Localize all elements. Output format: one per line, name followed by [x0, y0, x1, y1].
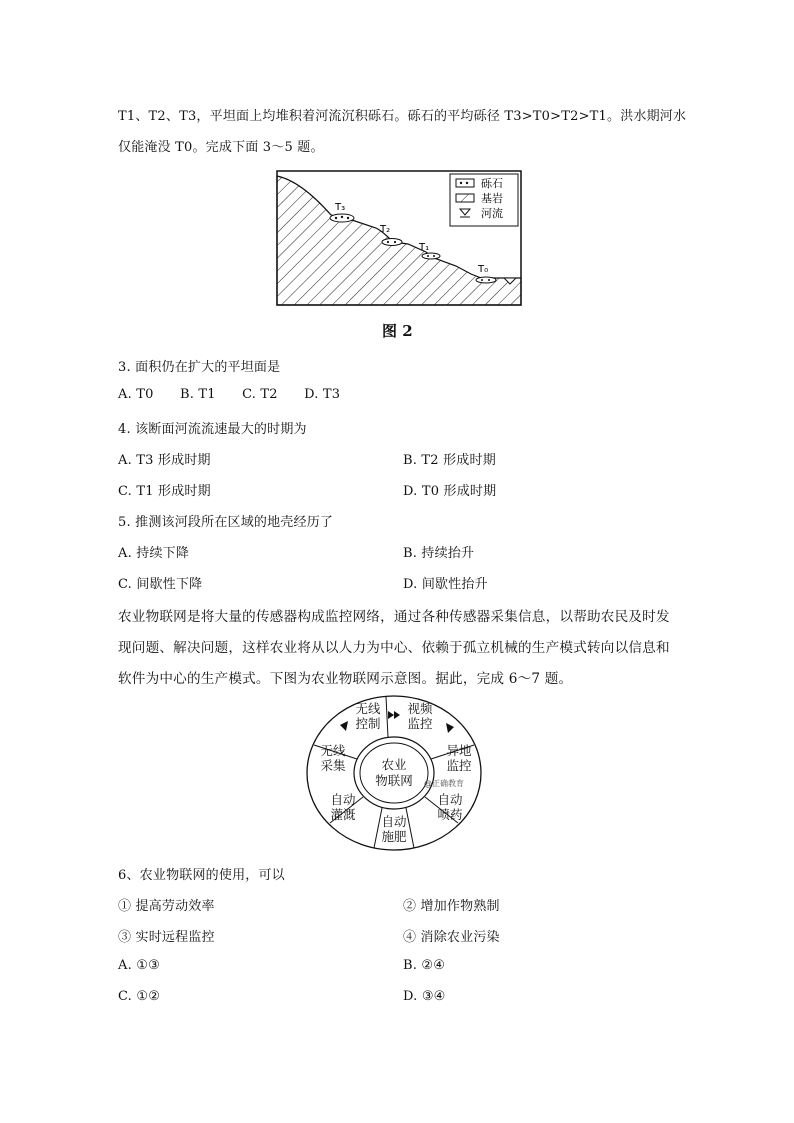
- intro-line-1: T1、T2、T3，平坦面上均堆积着河流沉积砾石。砾石的平均砾径 T3>T0>T2>T1。洪水期河水: [118, 109, 687, 124]
- segment-0-line1: 无线: [355, 701, 381, 716]
- figure-2-caption: 图 2: [382, 322, 413, 340]
- agri-iot-diagram: [304, 693, 484, 857]
- q4-option-a: A. T3 形成时期: [118, 453, 211, 468]
- passage2-line-1: 农业物联网是将大量的传感器构成监控网络，通过各种传感器采集信息，以帮助农民及时发: [118, 609, 670, 625]
- legend-bedrock-label: 基岩: [481, 192, 503, 205]
- q5-option-c: C. 间歇性下降: [118, 577, 203, 592]
- gravel-t0: [476, 277, 496, 283]
- q4-option-d: D. T0 形成时期: [403, 484, 497, 499]
- q4-stem: 4. 该断面河流流速最大的时期为: [118, 422, 307, 437]
- segment-6-line1: 无线: [320, 743, 346, 758]
- center-line-2: 物联网: [375, 773, 413, 788]
- segment-4-line1: 自动: [381, 814, 407, 829]
- segment-1-line1: 视频: [407, 701, 433, 716]
- q6-item-1: ① 提高劳动效率: [118, 899, 215, 914]
- terrace-profile-diagram: [276, 170, 522, 306]
- segment-0-line2: 控制: [355, 716, 381, 731]
- gravel-t1: [422, 253, 440, 259]
- segment-1-line2: 监控: [407, 716, 433, 731]
- q6-stem: 6、农业物联网的使用，可以: [118, 868, 285, 883]
- segment-5-line2: 灌溉: [330, 807, 356, 822]
- q6-option-c: C. ①②: [118, 989, 161, 1004]
- q4-option-b: B. T2 形成时期: [403, 453, 496, 468]
- q3-stem: 3. 面积仍在扩大的平坦面是: [118, 360, 281, 375]
- q5-stem: 5. 推测该河段所在区域的地壳经历了: [118, 515, 334, 530]
- q5-option-a: A. 持续下降: [118, 546, 190, 561]
- center-line-1: 农业: [381, 757, 407, 772]
- legend-gravel-icon: [456, 179, 474, 187]
- q3-option-a: A. T0: [118, 387, 154, 402]
- q5-option-b: B. 持续抬升: [403, 546, 475, 561]
- label-t2: T₂: [380, 224, 391, 235]
- label-t1: T₁: [419, 242, 430, 253]
- q3-options: [118, 387, 340, 402]
- q6-item-2: ② 增加作物熟制: [403, 899, 500, 914]
- segment-6-line2: 采集: [320, 758, 346, 773]
- legend-gravel-label: 砾石: [481, 177, 503, 190]
- segment-4-line2: 施肥: [381, 829, 407, 844]
- segment-3-line2: 喷药: [437, 807, 463, 822]
- label-t3: T₃: [335, 202, 346, 213]
- legend-bedrock-icon: [456, 194, 474, 202]
- segment-5-line1: 自动: [330, 792, 356, 807]
- passage2-line-3: 软件为中心的生产模式。下图为农业物联网示意图。据此，完成 6～7 题。: [118, 671, 573, 687]
- q3-option-b: B. T1: [179, 387, 216, 402]
- q6-option-b: B. ②④: [403, 958, 446, 973]
- q3-option-d: D. T3: [304, 387, 341, 402]
- legend-river-label: 河流: [481, 207, 503, 220]
- q5-option-d: D. 间歇性抬升: [403, 577, 488, 592]
- q4-option-c: C. T1 形成时期: [118, 484, 211, 499]
- q3-option-c: C. T2: [242, 387, 278, 402]
- q6-item-3: ③ 实时远程监控: [118, 930, 215, 945]
- label-t0: T₀: [478, 264, 489, 275]
- passage2-line-2: 现问题、解决问题，这样农业将从以人力为中心、依赖于孤立机械的生产模式转向以信息和: [118, 640, 670, 656]
- q6-item-4: ④ 消除农业污染: [403, 930, 500, 945]
- gravel-t2: [382, 239, 402, 246]
- segment-2-line2: 监控: [446, 758, 472, 773]
- agri-iot-wheel: [304, 693, 484, 853]
- figure-2: [276, 170, 522, 340]
- segment-2-line1: 异地: [446, 743, 472, 758]
- segment-3-line1: 自动: [437, 792, 463, 807]
- intro-line-2: 仅能淹没 T0。完成下面 3～5 题。: [118, 140, 324, 155]
- q6-option-a: A. ①③: [118, 958, 160, 973]
- q6-option-d: D. ③④: [403, 989, 446, 1004]
- watermark: @正确教育: [424, 779, 464, 788]
